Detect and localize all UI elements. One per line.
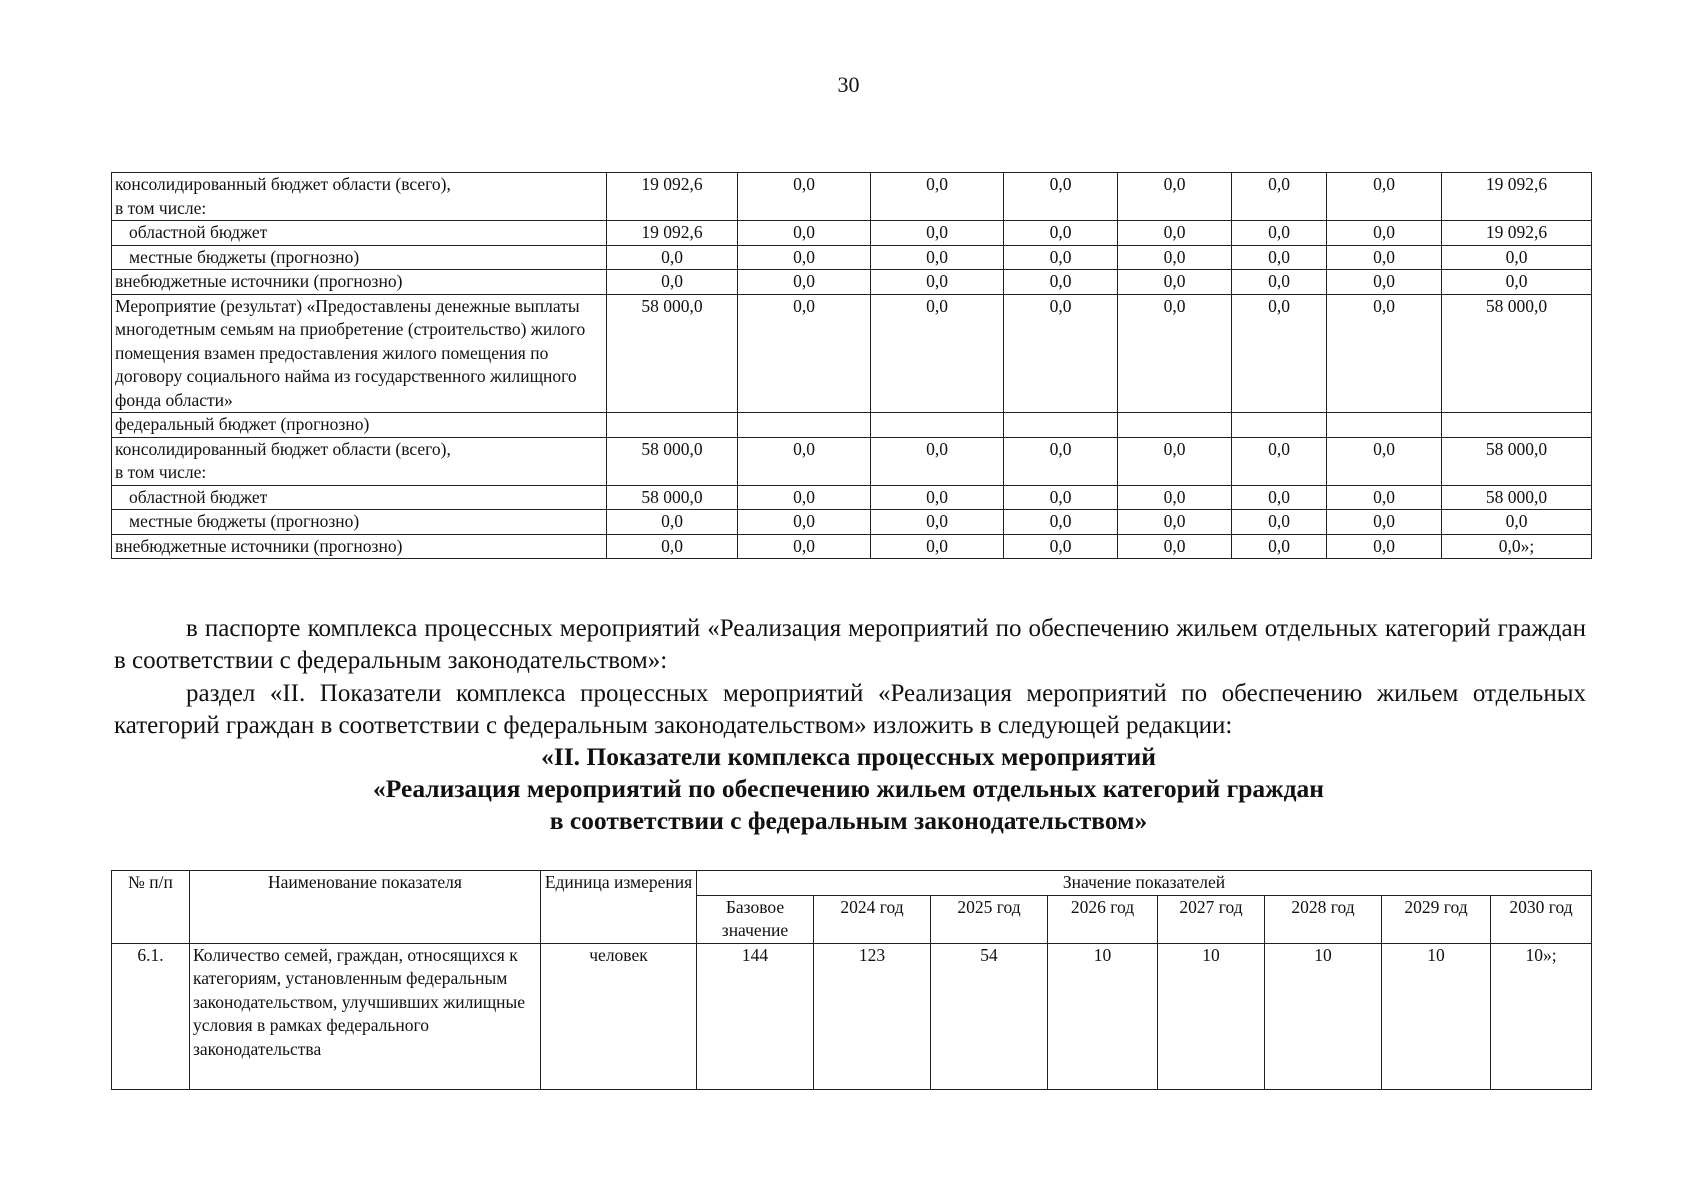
table-header-row bbox=[112, 871, 1592, 896]
table-row bbox=[112, 413, 1592, 438]
row-value: 0,0 bbox=[1442, 245, 1592, 270]
cell-year: 54 bbox=[931, 943, 1048, 1089]
table-row bbox=[112, 294, 1592, 413]
header-year: 2027 год bbox=[1158, 895, 1265, 943]
row-label-text: внебюджетные источники (прогнозно) bbox=[115, 271, 403, 291]
header-base: Базовое значение bbox=[697, 895, 814, 943]
row-value: 58 000,0 bbox=[1442, 485, 1592, 510]
heading-line: «Реализация мероприятий по обеспечению жильем отдельных категорий граждан bbox=[373, 774, 1324, 803]
row-label-text: консолидированный бюджет области (всего), bbox=[115, 174, 451, 194]
paragraph-text: в паспорте комплекса процессных мероприятий «Реализация мероприятий по обеспечению жильем отдельных категорий граждан в соответствии с федеральным законодательством»: bbox=[114, 615, 1586, 674]
page-number: 30 bbox=[837, 72, 860, 97]
row-label-text: консолидированный бюджет области (всего), bbox=[115, 438, 451, 459]
row-value: 0,0 bbox=[1004, 485, 1118, 510]
header-values-group: Значение показателей bbox=[697, 871, 1592, 896]
row-value bbox=[871, 413, 1004, 438]
row-label bbox=[112, 245, 607, 270]
table-row bbox=[112, 245, 1592, 270]
row-value: 0,0 bbox=[607, 510, 738, 535]
row-value: 0,0 bbox=[1232, 437, 1327, 485]
row-value: 0,0 bbox=[1004, 221, 1118, 246]
cell-year: 123 bbox=[814, 943, 931, 1089]
row-value: 0,0 bbox=[1327, 270, 1442, 295]
row-value: 58 000,0 bbox=[607, 437, 738, 485]
header-year: 2029 год bbox=[1382, 895, 1491, 943]
header-year: 2026 год bbox=[1048, 895, 1158, 943]
row-value: 0,0 bbox=[1232, 485, 1327, 510]
row-value: 19 092,6 bbox=[1442, 221, 1592, 246]
row-value: 0,0 bbox=[1232, 510, 1327, 535]
header-year: 2030 год bbox=[1491, 895, 1592, 943]
row-value: 0,0 bbox=[1232, 270, 1327, 295]
row-value: 0,0 bbox=[1118, 245, 1232, 270]
row-value: 0,0 bbox=[871, 245, 1004, 270]
header-name: Наименование показателя bbox=[190, 871, 541, 944]
row-value bbox=[1004, 413, 1118, 438]
row-value: 0,0 bbox=[1004, 437, 1118, 485]
row-value: 0,0 bbox=[1118, 534, 1232, 559]
header-year: 2028 год bbox=[1265, 895, 1382, 943]
row-value: 58 000,0 bbox=[607, 485, 738, 510]
row-value: 0,0 bbox=[607, 534, 738, 559]
budget-table bbox=[111, 172, 1592, 559]
row-label bbox=[112, 413, 607, 438]
row-value: 0,0 bbox=[1118, 221, 1232, 246]
table-row bbox=[112, 221, 1592, 246]
cell-year: 10 bbox=[1382, 943, 1491, 1089]
row-value: 58 000,0 bbox=[1442, 437, 1592, 485]
row-label-text: внебюджетные источники (прогнозно) bbox=[115, 535, 403, 556]
header-number: № п/п bbox=[112, 871, 190, 944]
row-value: 0,0 bbox=[1327, 173, 1442, 221]
row-label bbox=[112, 485, 607, 510]
cell-base: 144 bbox=[697, 943, 814, 1089]
row-value: 0,0 bbox=[1004, 510, 1118, 535]
row-value: 58 000,0 bbox=[607, 294, 738, 413]
row-value bbox=[1442, 413, 1592, 438]
row-label-subtext: в том числе: bbox=[115, 462, 207, 482]
row-label bbox=[112, 294, 607, 413]
table-row bbox=[112, 534, 1592, 559]
cell-year: 10 bbox=[1158, 943, 1265, 1089]
row-value: 0,0 bbox=[871, 270, 1004, 295]
row-label-text: Мероприятие (результат) «Предоставлены денежные выплаты многодетным семьям на приобретение (строительство) жилого помещения взамен предоставления жилого помещения по договору социального найма из государственного жилищного фонда области» bbox=[115, 295, 586, 410]
row-value: 0,0 bbox=[871, 173, 1004, 221]
header-unit: Единица измерения bbox=[541, 871, 697, 944]
row-label bbox=[112, 270, 607, 295]
table-row bbox=[112, 173, 1592, 221]
row-value: 0,0 bbox=[1118, 510, 1232, 535]
row-value: 0,0 bbox=[1004, 294, 1118, 413]
row-label-subtext: в том числе: bbox=[115, 197, 207, 218]
row-value: 0,0 bbox=[1327, 437, 1442, 485]
row-value: 0,0 bbox=[1118, 294, 1232, 413]
header-year: 2024 год bbox=[814, 895, 931, 943]
row-value: 0,0 bbox=[607, 245, 738, 270]
heading-line: «II. Показатели комплекса процессных мероприятий bbox=[541, 742, 1156, 771]
row-value: 0,0 bbox=[1327, 534, 1442, 559]
row-value: 0,0 bbox=[738, 485, 871, 510]
cell-year: 10 bbox=[1265, 943, 1382, 1089]
cell-unit: человек bbox=[541, 943, 697, 1089]
row-value: 0,0 bbox=[1118, 173, 1232, 221]
row-value: 0,0 bbox=[738, 270, 871, 295]
row-value: 0,0 bbox=[1442, 270, 1592, 295]
row-value: 0,0 bbox=[1232, 245, 1327, 270]
row-value: 0,0 bbox=[738, 437, 871, 485]
table-row bbox=[112, 437, 1592, 485]
row-value: 0,0»; bbox=[1442, 534, 1592, 559]
row-value: 0,0 bbox=[871, 510, 1004, 535]
row-value: 0,0 bbox=[1004, 245, 1118, 270]
row-label-text: местные бюджеты (прогнозно) bbox=[129, 511, 360, 531]
row-value: 58 000,0 bbox=[1442, 294, 1592, 413]
row-value: 0,0 bbox=[738, 245, 871, 270]
row-value: 0,0 bbox=[738, 534, 871, 559]
row-value: 0,0 bbox=[1232, 221, 1327, 246]
row-value bbox=[1232, 413, 1327, 438]
row-value: 0,0 bbox=[1232, 294, 1327, 413]
row-label-text: областной бюджет bbox=[129, 222, 268, 242]
row-label bbox=[112, 173, 607, 221]
row-value bbox=[607, 413, 738, 438]
row-value: 0,0 bbox=[1118, 437, 1232, 485]
row-value: 0,0 bbox=[871, 485, 1004, 510]
paragraph-passport bbox=[114, 613, 1586, 677]
row-value: 0,0 bbox=[1004, 173, 1118, 221]
row-value: 0,0 bbox=[738, 294, 871, 413]
row-value: 19 092,6 bbox=[607, 173, 738, 221]
row-value: 19 092,6 bbox=[607, 221, 738, 246]
row-value: 0,0 bbox=[871, 534, 1004, 559]
row-value: 0,0 bbox=[1327, 221, 1442, 246]
row-label bbox=[112, 510, 607, 535]
row-value: 0,0 bbox=[738, 221, 871, 246]
row-value: 0,0 bbox=[1118, 485, 1232, 510]
row-value: 0,0 bbox=[1327, 510, 1442, 535]
row-value bbox=[1327, 413, 1442, 438]
row-value: 0,0 bbox=[1442, 510, 1592, 535]
row-value: 0,0 bbox=[1232, 534, 1327, 559]
row-label-text: федеральный бюджет (прогнозно) bbox=[115, 414, 370, 434]
header-year: 2025 год bbox=[931, 895, 1048, 943]
row-value: 0,0 bbox=[1004, 534, 1118, 559]
row-value: 0,0 bbox=[738, 510, 871, 535]
row-value: 0,0 bbox=[871, 294, 1004, 413]
row-value: 0,0 bbox=[1327, 294, 1442, 413]
row-value: 0,0 bbox=[871, 221, 1004, 246]
paragraph-section bbox=[114, 678, 1586, 742]
row-label bbox=[112, 437, 607, 485]
row-value: 0,0 bbox=[607, 270, 738, 295]
section-heading bbox=[0, 741, 1697, 837]
row-value: 19 092,6 bbox=[1442, 173, 1592, 221]
table-row bbox=[112, 510, 1592, 535]
indicator-table bbox=[111, 870, 1592, 1090]
cell-year: 10»; bbox=[1491, 943, 1592, 1089]
table-row bbox=[112, 270, 1592, 295]
cell-name: Количество семей, граждан, относящихся к категориям, установленным федеральным законодательством, улучшивших жилищные условия в рамках федерального законодательства bbox=[190, 943, 541, 1089]
row-value: 0,0 bbox=[1327, 485, 1442, 510]
row-label-text: местные бюджеты (прогнозно) bbox=[129, 246, 360, 267]
row-value: 0,0 bbox=[1232, 173, 1327, 221]
paragraph-text: раздел «II. Показатели комплекса процессных мероприятий «Реализация мероприятий по обеспечению жильем отдельных категорий граждан в соответствии с федеральным законодательством» изложить в следующей редакции: bbox=[114, 680, 1586, 739]
row-value: 0,0 bbox=[1118, 270, 1232, 295]
heading-line: в соответствии с федеральным законодательством» bbox=[549, 806, 1148, 835]
row-value: 0,0 bbox=[871, 437, 1004, 485]
row-value: 0,0 bbox=[738, 173, 871, 221]
row-value: 0,0 bbox=[1327, 245, 1442, 270]
table-row bbox=[112, 485, 1592, 510]
cell-year: 10 bbox=[1048, 943, 1158, 1089]
row-value bbox=[738, 413, 871, 438]
row-value: 0,0 bbox=[1004, 270, 1118, 295]
row-label bbox=[112, 221, 607, 246]
row-label-text: областной бюджет bbox=[129, 486, 268, 507]
cell-number: 6.1. bbox=[112, 943, 190, 1089]
row-value bbox=[1118, 413, 1232, 438]
table-row bbox=[112, 943, 1592, 1089]
row-label bbox=[112, 534, 607, 559]
